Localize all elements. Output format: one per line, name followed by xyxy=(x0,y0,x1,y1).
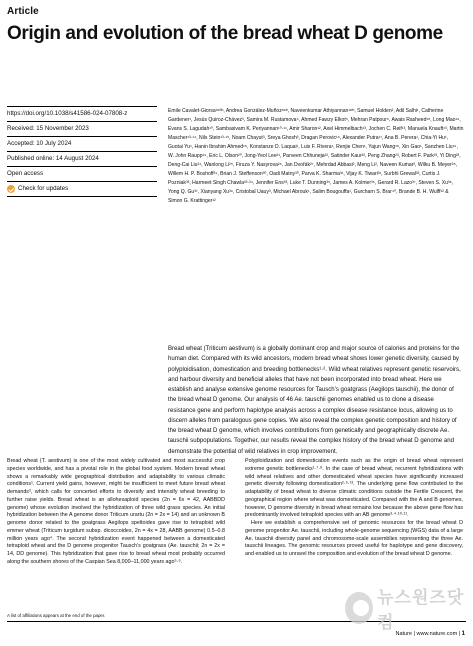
check-for-updates-label: Check for updates xyxy=(18,185,69,192)
check-for-updates-button[interactable] xyxy=(7,181,157,197)
body-paragraph: Polyploidization and domestication events such as the origin of bread wheat represent extreme genetic bottlenecks¹·⁷·⁸. In the case of bread wheat, recurrent hybridizations with wild wheat relatives and other domesticated wheat species have significantly increased genetic diversity following domestication²·⁹·¹³. The underlying gene flow contributed to the adaptability of bread wheat to diverse climatic conditions outside the Fertile Crescent, the geographical region where wheat was domesticated. Compared with the A and B genomes, however, D genome diversity in bread wheat remains low because the above gene flow has predominantly involved tetraploid species with an AB genome³·⁴·¹⁰·¹¹. xyxy=(245,458,463,519)
received-date: Received: 15 November 2023 xyxy=(7,121,157,136)
author-list: Emile Cavalet-Giorsa¹ʷ³ᵇ, Andrea González-Muñoz¹ʷᵇ, Naveenkumar Athiyannan¹ʷᵇ, Samuel Holden², Adil Salhi¹, Catherine Gardener¹, Jesús Quiroz-Chávez³, Samira M. Rustamova⁴, Ahmed Fawzy Elkot⁵, Mehran Patpour⁶, Awais Rasheed¹⁸, Long Mao¹⁹, Evans S. Lagudah¹⁰, Sambasivam K. Periyannan¹⁰·¹¹, Amir Sharon¹², Axel Himmelbach¹³, Jochen C. Reif¹³, Manuela Knauft¹³, Martin Mascher¹³·¹⁴, Nils Stein¹³·¹⁵, Noam Chayut³, Sreya Ghosh³, Dragan Perovic¹⁶, Alexander Putra¹⁷, Ana B. Perera¹, Chia-Yi Hu¹, Guotai Yu¹, Hanin Ibrahim Ahmed¹⁸, Konstanze D. Laquai¹, Luis F. Rivera¹, Renjie Chen¹, Yajun Wang¹⁸, Xin Gao¹, Sanzhen Liu¹⁹, W. John Raupp¹⁹, Eric L. Olson²⁰, Jong-Yeol Lee²¹, Parveen Chhuneja²², Satinder Kaur²², Peng Zhang²³, Robert F. Park²³, Yi Ding²³, Deng-Cai Liu²⁴, Wanlong Li²⁵, Firuza Y. Nasyrova²⁶, Jan Dvořák²⁷, Mehrdad Abbasi², Meng Li², Naveen Kumar², Wilku B. Meyer²⁸, Willem H. P. Boshoff²⁹, Brian J. Steffenson³⁰, Oadi Matny³⁰, Parva K. Sharma³¹, Vijay K. Tiwari³¹, Surbhi Grewal³², Curtis J. Pozniak³³, Harmeet Singh Chawla³³·³⁴, Jennifer Ens³³, Luke T. Dunning³⁵, James A. Kolmer³⁶, Gerard R. Lazo³⁷, Steven S. Xu³⁸, Yong Q. Gu³⁷, Xianyang Xu³⁹, Cristobal Uauy³, Michael Abrouk¹, Salim Bougouffa¹, Gurcharn S. Brar⁴⁰, Brande B. H. Wulff¹² & Simon G. Krattinger¹² xyxy=(168,108,464,204)
watermark-text: 뉴스원즈닷컴 xyxy=(377,587,465,632)
check-for-updates-icon xyxy=(7,185,15,193)
footer-separator: | xyxy=(413,631,415,637)
open-access-label: Open access xyxy=(7,166,157,181)
affiliations-footnote: A list of affiliations appears at the end of the paper. xyxy=(7,613,106,618)
journal-url[interactable]: www.nature.com xyxy=(416,631,458,637)
body-paragraph: Here we establish a comprehensive set of genomic resources for the bread wheat D genome progenitor Ae. tauschii, including whole-genome sequencing (WGS) data of a large Ae. tauschii diversity panel and chromosome-scale assemblies representing the three Ae. tauschii lineages. The genomic resources proved useful for haplotype and gene discovery, and enabled us to unravel the composition and evolution of the bread wheat D genome. xyxy=(245,520,463,557)
published-date: Published online: 14 August 2024 xyxy=(7,151,157,166)
article-metadata xyxy=(7,106,157,197)
page-number: 1 xyxy=(461,631,465,637)
body-column-right xyxy=(245,458,463,559)
section-label: Article xyxy=(7,6,39,17)
body-paragraph: Bread wheat (T. aestivum) is one of the most widely cultivated and most successful crop species worldwide, and has a pivotal role in the global food system. Modern bread wheat shows a remarkably wide geographical distribution and adaptability to various climatic conditions¹. Current yield gains, however, might be insufficient to meet future bread wheat demands³, which calls for concerted efforts to diversify and intensify wheat breeding to further raise yields. Bread wheat is an allohexaploid species (2n = 6x = 42, AABBDD genome) whose evolution involved the hybridization of three wild grass species. An initial hybridization between the A genome donor Triticum urartu (2n = 2x = 14) and an unknown B genome donor related to the goatgrass Aegilops speltoides gave rise to tetraploid wild emmer wheat (Triticum turgidum subsp. dicoccoides, 2n = 4x = 28, AABB genome) 0.5–0.8 million years ago⁴. The second hybridization event happened between a domesticated tetraploid wheat and the D genome progenitor Tausch’s goatgrass (Ae. tauschii; 2n = 2x = 14, DD genome). This hybridization that gave rise to bread wheat most probably occurred along the southern shores of the Caspian Sea 8,000–11,000 years ago⁵·⁶. xyxy=(7,458,225,565)
abstract: Bread wheat (Triticum aestivum) is a globally dominant crop and major source of calories and proteins for the human diet. Compared with its wild ancestors, modern bread wheat shows lower genetic diversity, caused by polyploidisation, domestication and breeding bottlenecks¹·². Wild wheat relatives represent genetic reservoirs, and harbour diversity and beneficial alleles that have not been incorporated into bread wheat. Here we establish and analyse extensive genome resources for Tausch’s goatgrass (Aegilops tauschii), the donor of the bread wheat D genome. Our analysis of 46 Ae. tauschii genomes enabled us to clone a disease resistance gene and perform haplotype analysis across a complex disease resistance locus, allowing us to discern alleles from paralogous gene copies. We also reveal the complex genetic composition and history of the bread wheat D genome, which involves contributions from genetically and geographically discrete Ae. tauschii subpopulations. Together, our results reveal the complex history of the bread wheat D genome and demonstrate the potential of wild relatives in crop improvement. xyxy=(168,346,461,455)
article-title: Origin and evolution of the bread wheat D genome xyxy=(7,23,443,44)
news-watermark xyxy=(345,585,469,630)
journal-name: Nature xyxy=(395,631,412,637)
footer-separator: | xyxy=(458,631,461,637)
watermark-logo-icon xyxy=(345,592,373,624)
body-column-left xyxy=(7,458,225,567)
doi-link[interactable]: https://doi.org/10.1038/s41586-024-07808-z xyxy=(7,106,157,121)
accepted-date: Accepted: 10 July 2024 xyxy=(7,136,157,151)
